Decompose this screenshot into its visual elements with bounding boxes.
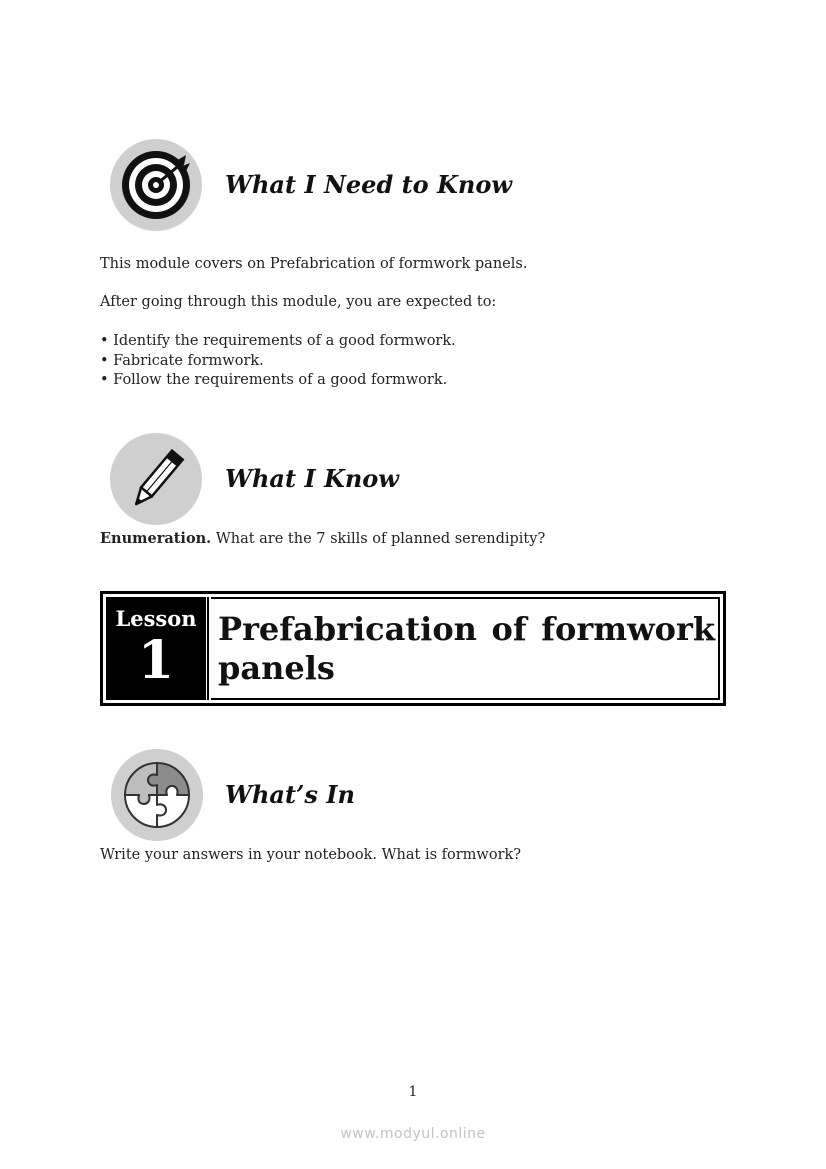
whats-in-prompt: Write your answers in your notebook. What is formwork?	[100, 847, 522, 863]
puzzle-icon	[111, 749, 203, 841]
lesson-number: 1	[137, 630, 175, 691]
section-title-whats-in: What’s In	[225, 780, 355, 809]
lesson-title: Prefabrication of formwork panels	[218, 610, 715, 687]
module-intro: This module covers on Prefabrication of formwork panels.	[100, 256, 528, 272]
list-item: • Fabricate formwork.	[100, 352, 456, 372]
enumeration-label: Enumeration.	[100, 530, 212, 547]
lesson-banner	[100, 591, 726, 706]
page-number: 1	[408, 1084, 418, 1100]
lesson-number-block	[106, 597, 210, 700]
section-title-what-i-know: What I Know	[225, 464, 399, 493]
objectives-list	[100, 332, 456, 391]
watermark: www.modyul.online	[340, 1126, 486, 1142]
list-item: • Follow the requirements of a good formwork.	[100, 371, 456, 391]
enumeration-prompt	[100, 529, 545, 549]
list-item: • Identify the requirements of a good formwork.	[100, 332, 456, 352]
pencil-icon	[110, 433, 202, 525]
target-icon	[110, 139, 202, 231]
expectation-text: After going through this module, you are expected to:	[100, 294, 497, 310]
lesson-label: Lesson	[115, 606, 197, 631]
section-title-need-to-know: What I Need to Know	[225, 170, 513, 199]
enumeration-question: What are the 7 skills of planned serendipity?	[211, 531, 546, 547]
